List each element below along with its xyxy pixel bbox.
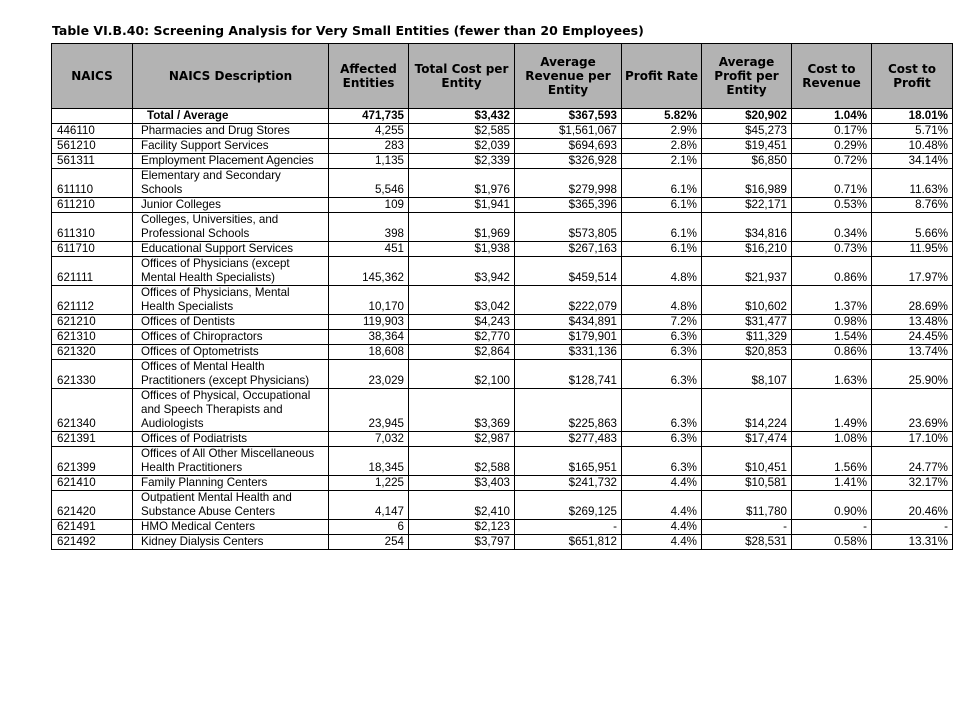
cost-to-profit-cell: 11.63%	[872, 169, 953, 198]
total-description: Total / Average	[133, 109, 329, 124]
header-row	[52, 44, 953, 109]
entities-cell: 1,225	[329, 476, 409, 491]
revenue-cell: $459,514	[515, 257, 622, 286]
entities-cell: 23,945	[329, 389, 409, 432]
cost-to-profit-cell: 11.95%	[872, 242, 953, 257]
profit-rate-cell: 7.2%	[622, 315, 702, 330]
entities-cell: 109	[329, 198, 409, 213]
cost-cell: $3,369	[409, 389, 515, 432]
header-affected-entities: Affected Entities	[329, 44, 409, 109]
revenue-cell: $326,928	[515, 154, 622, 169]
table-row	[52, 491, 953, 520]
cost-to-profit-cell: 13.31%	[872, 535, 953, 550]
description-cell: Offices of Physical, Occupational and Speech Therapists and Audiologists	[133, 389, 329, 432]
naics-cell: 621399	[52, 447, 133, 476]
revenue-cell: $651,812	[515, 535, 622, 550]
table-row	[52, 447, 953, 476]
cost-to-revenue-cell: 0.86%	[792, 345, 872, 360]
profit-rate-cell: 4.8%	[622, 257, 702, 286]
profit-cell: $10,602	[702, 286, 792, 315]
cost-cell: $1,941	[409, 198, 515, 213]
cost-cell: $4,243	[409, 315, 515, 330]
table-title: Table VI.B.40: Screening Analysis for Very Small Entities (fewer than 20 Employees)	[52, 23, 644, 38]
naics-cell: 621410	[52, 476, 133, 491]
cost-cell: $2,100	[409, 360, 515, 389]
description-cell: Colleges, Universities, and Professional Schools	[133, 213, 329, 242]
total-cost-to-profit: 18.01%	[872, 109, 953, 124]
table-row	[52, 124, 953, 139]
table-row	[52, 286, 953, 315]
profit-cell: $16,210	[702, 242, 792, 257]
cost-to-profit-cell: 5.66%	[872, 213, 953, 242]
profit-cell: $31,477	[702, 315, 792, 330]
cost-to-revenue-cell: 0.71%	[792, 169, 872, 198]
cost-cell: $2,410	[409, 491, 515, 520]
cost-to-profit-cell: 5.71%	[872, 124, 953, 139]
cost-cell: $1,969	[409, 213, 515, 242]
entities-cell: 5,546	[329, 169, 409, 198]
entities-cell: 4,255	[329, 124, 409, 139]
profit-cell: $28,531	[702, 535, 792, 550]
total-profit-rate: 5.82%	[622, 109, 702, 124]
profit-rate-cell: 2.1%	[622, 154, 702, 169]
naics-cell: 621320	[52, 345, 133, 360]
header-profit-rate: Profit Rate	[622, 44, 702, 109]
revenue-cell: $279,998	[515, 169, 622, 198]
total-cost: $3,432	[409, 109, 515, 124]
profit-cell: $21,937	[702, 257, 792, 286]
cost-cell: $2,339	[409, 154, 515, 169]
profit-rate-cell: 6.1%	[622, 198, 702, 213]
table-row	[52, 389, 953, 432]
header-total-cost: Total Cost per Entity	[409, 44, 515, 109]
cost-cell: $3,797	[409, 535, 515, 550]
description-cell: Outpatient Mental Health and Substance Abuse Centers	[133, 491, 329, 520]
profit-rate-cell: 6.1%	[622, 242, 702, 257]
table-row	[52, 198, 953, 213]
entities-cell: 1,135	[329, 154, 409, 169]
profit-rate-cell: 4.4%	[622, 520, 702, 535]
cost-to-profit-cell: 17.97%	[872, 257, 953, 286]
description-cell: Offices of Optometrists	[133, 345, 329, 360]
cost-to-profit-cell: 24.77%	[872, 447, 953, 476]
entities-cell: 145,362	[329, 257, 409, 286]
profit-rate-cell: 6.1%	[622, 213, 702, 242]
cost-to-profit-cell: 10.48%	[872, 139, 953, 154]
entities-cell: 119,903	[329, 315, 409, 330]
entities-cell: 4,147	[329, 491, 409, 520]
revenue-cell: $165,951	[515, 447, 622, 476]
profit-rate-cell: 6.3%	[622, 360, 702, 389]
naics-cell: 621420	[52, 491, 133, 520]
table-row	[52, 432, 953, 447]
entities-cell: 451	[329, 242, 409, 257]
cost-to-profit-cell: 23.69%	[872, 389, 953, 432]
table-row	[52, 169, 953, 198]
revenue-cell: $1,561,067	[515, 124, 622, 139]
table-row	[52, 535, 953, 550]
cost-to-profit-cell: 28.69%	[872, 286, 953, 315]
naics-cell: 446110	[52, 124, 133, 139]
revenue-cell: $269,125	[515, 491, 622, 520]
profit-cell: $34,816	[702, 213, 792, 242]
profit-cell: $10,581	[702, 476, 792, 491]
cost-to-revenue-cell: 0.58%	[792, 535, 872, 550]
profit-cell: $17,474	[702, 432, 792, 447]
revenue-cell: $225,863	[515, 389, 622, 432]
profit-cell: $22,171	[702, 198, 792, 213]
profit-rate-cell: 6.3%	[622, 389, 702, 432]
naics-cell: 611310	[52, 213, 133, 242]
naics-cell: 621210	[52, 315, 133, 330]
entities-cell: 38,364	[329, 330, 409, 345]
profit-cell: $16,989	[702, 169, 792, 198]
cost-to-revenue-cell: 1.56%	[792, 447, 872, 476]
profit-cell: $6,850	[702, 154, 792, 169]
cost-to-revenue-cell: 1.08%	[792, 432, 872, 447]
table-row	[52, 242, 953, 257]
table-row	[52, 520, 953, 535]
description-cell: Pharmacies and Drug Stores	[133, 124, 329, 139]
revenue-cell: $277,483	[515, 432, 622, 447]
profit-cell: $20,853	[702, 345, 792, 360]
naics-cell: 621491	[52, 520, 133, 535]
cost-to-revenue-cell: -	[792, 520, 872, 535]
table-row	[52, 476, 953, 491]
revenue-cell: $694,693	[515, 139, 622, 154]
profit-cell: $14,224	[702, 389, 792, 432]
profit-rate-cell: 6.3%	[622, 432, 702, 447]
description-cell: HMO Medical Centers	[133, 520, 329, 535]
profit-rate-cell: 6.3%	[622, 447, 702, 476]
header-average-revenue: Average Revenue per Entity	[515, 44, 622, 109]
entities-cell: 18,345	[329, 447, 409, 476]
table-row	[52, 154, 953, 169]
naics-cell: 611210	[52, 198, 133, 213]
naics-cell: 621310	[52, 330, 133, 345]
naics-cell: 621492	[52, 535, 133, 550]
description-cell: Educational Support Services	[133, 242, 329, 257]
table-row	[52, 257, 953, 286]
description-cell: Offices of Physicians, Mental Health Specialists	[133, 286, 329, 315]
naics-cell: 561311	[52, 154, 133, 169]
cost-to-profit-cell: 24.45%	[872, 330, 953, 345]
cost-cell: $2,864	[409, 345, 515, 360]
total-cost-to-revenue: 1.04%	[792, 109, 872, 124]
cost-cell: $2,123	[409, 520, 515, 535]
screening-table	[51, 43, 953, 550]
entities-cell: 10,170	[329, 286, 409, 315]
cost-cell: $1,938	[409, 242, 515, 257]
profit-rate-cell: 2.9%	[622, 124, 702, 139]
cost-to-profit-cell: 20.46%	[872, 491, 953, 520]
revenue-cell: -	[515, 520, 622, 535]
header-cost-to-revenue: Cost to Revenue	[792, 44, 872, 109]
cost-to-revenue-cell: 0.86%	[792, 257, 872, 286]
cost-to-profit-cell: 34.14%	[872, 154, 953, 169]
profit-rate-cell: 4.4%	[622, 491, 702, 520]
cost-cell: $3,403	[409, 476, 515, 491]
cost-cell: $2,588	[409, 447, 515, 476]
revenue-cell: $573,805	[515, 213, 622, 242]
description-cell: Offices of All Other Miscellaneous Health Practitioners	[133, 447, 329, 476]
profit-rate-cell: 6.1%	[622, 169, 702, 198]
cost-to-revenue-cell: 0.90%	[792, 491, 872, 520]
cost-cell: $2,039	[409, 139, 515, 154]
description-cell: Offices of Physicians (except Mental Health Specialists)	[133, 257, 329, 286]
profit-rate-cell: 4.4%	[622, 535, 702, 550]
description-cell: Offices of Mental Health Practitioners (except Physicians)	[133, 360, 329, 389]
description-cell: Offices of Dentists	[133, 315, 329, 330]
header-description: NAICS Description	[133, 44, 329, 109]
description-cell: Facility Support Services	[133, 139, 329, 154]
cost-to-revenue-cell: 1.63%	[792, 360, 872, 389]
cost-to-revenue-cell: 0.73%	[792, 242, 872, 257]
header-naics: NAICS	[52, 44, 133, 109]
revenue-cell: $331,136	[515, 345, 622, 360]
profit-rate-cell: 6.3%	[622, 330, 702, 345]
description-cell: Employment Placement Agencies	[133, 154, 329, 169]
revenue-cell: $434,891	[515, 315, 622, 330]
description-cell: Junior Colleges	[133, 198, 329, 213]
header-cost-to-profit: Cost to Profit	[872, 44, 953, 109]
naics-cell: 621340	[52, 389, 133, 432]
cost-to-revenue-cell: 0.72%	[792, 154, 872, 169]
naics-cell: 621391	[52, 432, 133, 447]
cost-to-profit-cell: -	[872, 520, 953, 535]
profit-cell: $11,780	[702, 491, 792, 520]
table-row	[52, 315, 953, 330]
cost-to-revenue-cell: 0.17%	[792, 124, 872, 139]
cost-cell: $2,770	[409, 330, 515, 345]
total-row	[52, 109, 953, 124]
naics-cell: 611110	[52, 169, 133, 198]
cost-to-profit-cell: 32.17%	[872, 476, 953, 491]
header-average-profit: Average Profit per Entity	[702, 44, 792, 109]
entities-cell: 254	[329, 535, 409, 550]
profit-cell: -	[702, 520, 792, 535]
naics-cell: 611710	[52, 242, 133, 257]
table-row	[52, 345, 953, 360]
cost-to-revenue-cell: 0.29%	[792, 139, 872, 154]
revenue-cell: $222,079	[515, 286, 622, 315]
description-cell: Family Planning Centers	[133, 476, 329, 491]
cost-cell: $2,585	[409, 124, 515, 139]
cost-cell: $2,987	[409, 432, 515, 447]
revenue-cell: $365,396	[515, 198, 622, 213]
revenue-cell: $179,901	[515, 330, 622, 345]
revenue-cell: $241,732	[515, 476, 622, 491]
cost-to-profit-cell: 8.76%	[872, 198, 953, 213]
total-revenue: $367,593	[515, 109, 622, 124]
revenue-cell: $128,741	[515, 360, 622, 389]
cost-to-revenue-cell: 1.54%	[792, 330, 872, 345]
profit-cell: $45,273	[702, 124, 792, 139]
description-cell: Offices of Chiropractors	[133, 330, 329, 345]
cost-cell: $1,976	[409, 169, 515, 198]
table-row	[52, 139, 953, 154]
profit-cell: $11,329	[702, 330, 792, 345]
table-row	[52, 360, 953, 389]
cost-to-revenue-cell: 0.98%	[792, 315, 872, 330]
profit-rate-cell: 4.8%	[622, 286, 702, 315]
profit-rate-cell: 6.3%	[622, 345, 702, 360]
cost-to-profit-cell: 17.10%	[872, 432, 953, 447]
entities-cell: 18,608	[329, 345, 409, 360]
entities-cell: 6	[329, 520, 409, 535]
profit-cell: $10,451	[702, 447, 792, 476]
description-cell: Offices of Podiatrists	[133, 432, 329, 447]
cost-to-revenue-cell: 1.49%	[792, 389, 872, 432]
cost-to-revenue-cell: 1.37%	[792, 286, 872, 315]
description-cell: Kidney Dialysis Centers	[133, 535, 329, 550]
entities-cell: 23,029	[329, 360, 409, 389]
total-entities: 471,735	[329, 109, 409, 124]
cost-to-revenue-cell: 1.41%	[792, 476, 872, 491]
naics-cell: 621112	[52, 286, 133, 315]
naics-cell: 621330	[52, 360, 133, 389]
cost-cell: $3,042	[409, 286, 515, 315]
naics-cell: 561210	[52, 139, 133, 154]
entities-cell: 398	[329, 213, 409, 242]
cost-to-revenue-cell: 0.53%	[792, 198, 872, 213]
description-cell: Elementary and Secondary Schools	[133, 169, 329, 198]
cost-to-revenue-cell: 0.34%	[792, 213, 872, 242]
entities-cell: 283	[329, 139, 409, 154]
table-row	[52, 330, 953, 345]
entities-cell: 7,032	[329, 432, 409, 447]
profit-rate-cell: 2.8%	[622, 139, 702, 154]
total-naics	[52, 109, 133, 124]
cost-to-profit-cell: 13.48%	[872, 315, 953, 330]
total-profit: $20,902	[702, 109, 792, 124]
naics-cell: 621111	[52, 257, 133, 286]
revenue-cell: $267,163	[515, 242, 622, 257]
table-row	[52, 213, 953, 242]
profit-cell: $19,451	[702, 139, 792, 154]
profit-cell: $8,107	[702, 360, 792, 389]
profit-rate-cell: 4.4%	[622, 476, 702, 491]
cost-to-profit-cell: 13.74%	[872, 345, 953, 360]
cost-cell: $3,942	[409, 257, 515, 286]
cost-to-profit-cell: 25.90%	[872, 360, 953, 389]
